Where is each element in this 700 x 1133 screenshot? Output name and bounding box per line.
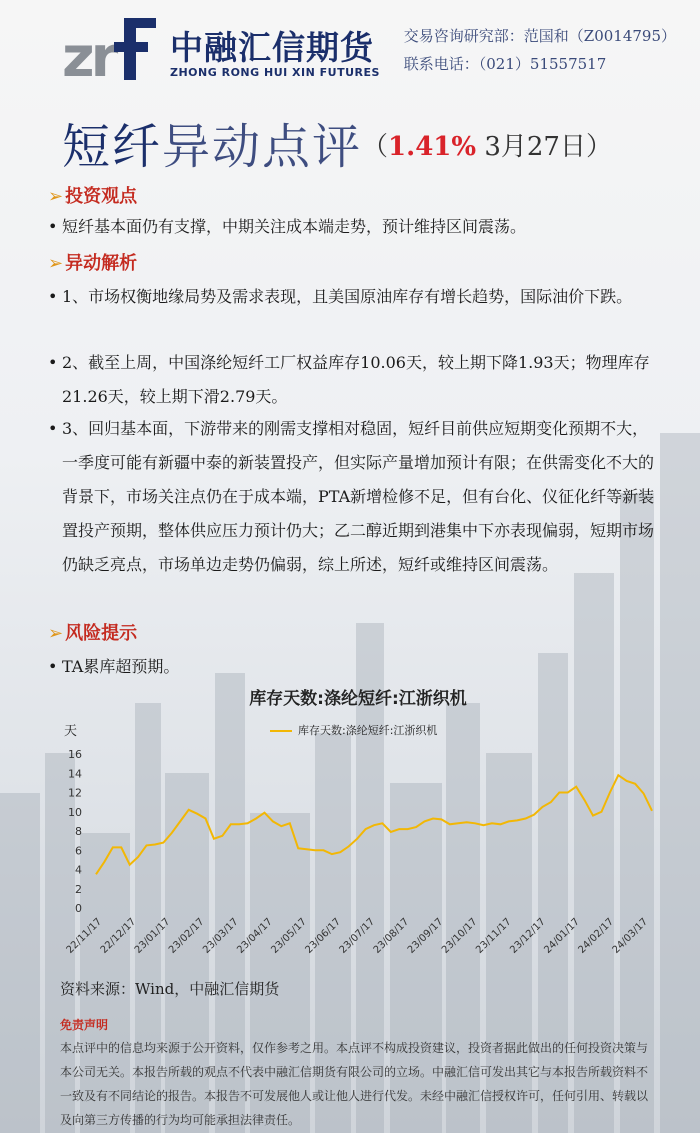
chevron-right-icon: ➢ bbox=[48, 253, 64, 274]
x-tick-label: 24/03/17 bbox=[610, 916, 651, 956]
x-tick-label: 22/12/17 bbox=[98, 916, 139, 956]
chevron-right-icon: ➢ bbox=[48, 186, 64, 207]
title-change-pct: 1.41% bbox=[388, 132, 477, 162]
view-bullet: • 短纤基本面仍有支撑，中期关注成本端走势，预计维持区间震荡。 bbox=[48, 217, 527, 236]
x-tick-label: 24/01/17 bbox=[542, 916, 582, 956]
risk-bullet: • TA累库超预期。 bbox=[48, 657, 180, 676]
logo-text-en: ZHONG RONG HUI XIN FUTURES bbox=[170, 66, 380, 79]
y-tick-label: 12 bbox=[68, 786, 82, 800]
title-date: 3月27日） bbox=[476, 132, 612, 162]
y-tick-label: 16 bbox=[68, 748, 82, 761]
disclaimer-text: 本点评中的信息均来源于公开资料，仅作参考之用。本点评不构成投资建议，投资者据此做出的任何投资决策与本公司无关。本报告所载的观点不代表中融汇信期货有限公司的立场。中融汇信可发出其它与本报告所载资料不一致及有不同结论的报告。本报告不可发展他人或让他人进行代发。未经中融汇信授权许可，任何引用、转载以及向第三方传播的行为均可能承担法律责任。 bbox=[60, 1041, 649, 1127]
series-line bbox=[96, 775, 652, 874]
x-tick-label: 23/04/17 bbox=[235, 916, 275, 956]
section-heading-view: ➢ 投资观点 bbox=[48, 186, 138, 207]
analysis-bullet-1: • 1、市场权衡地缘局势及需求表现，且美国原油库存有增长趋势，国际油价下跌。 bbox=[48, 287, 633, 306]
x-tick-label: 22/11/17 bbox=[64, 916, 105, 956]
disclaimer-title: 免责声明 bbox=[60, 1018, 109, 1032]
y-tick-label: 2 bbox=[75, 882, 82, 896]
y-tick-label: 10 bbox=[68, 805, 82, 819]
x-tick-label: 23/01/17 bbox=[132, 916, 173, 956]
data-source: 资料来源：Wind，中融汇信期货 bbox=[60, 980, 280, 998]
page-title bbox=[62, 108, 612, 177]
x-tick-label: 23/02/17 bbox=[166, 916, 207, 956]
legend-label: 库存天数:涤纶短纤:江浙织机 bbox=[298, 724, 438, 737]
chart-title: 库存天数:涤纶短纤:江浙织机 bbox=[249, 689, 467, 709]
inventory-chart bbox=[48, 680, 668, 970]
title-paren: （ bbox=[362, 132, 389, 162]
x-tick-label: 23/08/17 bbox=[371, 916, 412, 956]
y-tick-label: 6 bbox=[75, 844, 82, 858]
x-tick-label: 23/09/17 bbox=[405, 916, 446, 956]
header bbox=[0, 0, 700, 95]
section-heading-analysis: ➢ 异动解析 bbox=[48, 253, 138, 274]
y-tick-label: 4 bbox=[75, 863, 82, 877]
analysis-bullet-2: • 2、截至上周，中国涤纶短纤工厂权益库存10.06天，较上期下降1.93天；物理库存21.26天，较上期下滑2.79天。 bbox=[48, 353, 650, 406]
title-type: 异动点评 bbox=[162, 119, 363, 175]
chart-plot bbox=[48, 680, 668, 970]
x-tick-label: 23/12/17 bbox=[508, 916, 548, 956]
y-tick-label: 8 bbox=[75, 825, 82, 838]
chart-y-unit: 天 bbox=[64, 724, 78, 739]
contact-analyst: 交易咨询研究部：范国和（Z0014795） bbox=[403, 27, 676, 45]
y-tick-label: 0 bbox=[75, 902, 82, 915]
analysis-bullet-3: • 3、回归基本面，下游带来的刚需支撑相对稳固，短纤目前供应短期变化预期不大，一季度可能有新疆中泰的新装置投产，但实际产量增加预计有限；在供需变化不大的背景下，市场关注点仍在于成本端，PTA新增检修不足，但有台化、仪征化纤等新装置投产预期，整体供应压力预计仍大；乙二醇近期到港集中下亦表现偏弱，短期市场仍缺乏亮点，市场单边走势仍偏弱，综上所述，短纤或维持区间震荡。 bbox=[48, 419, 655, 574]
title-product: 短纤 bbox=[62, 119, 163, 175]
logo-text-cn: 中融汇信期货 bbox=[170, 28, 374, 67]
logo-mark-icon bbox=[62, 12, 162, 84]
x-tick-label: 23/05/17 bbox=[269, 916, 309, 956]
svg-text:zr: zr bbox=[62, 25, 115, 84]
contact-phone: 联系电话：（021）51557517 bbox=[403, 55, 607, 73]
chevron-right-icon: ➢ bbox=[48, 623, 64, 644]
x-tick-label: 23/11/17 bbox=[474, 916, 514, 956]
x-tick-label: 23/03/17 bbox=[201, 916, 241, 956]
contact-info bbox=[404, 22, 676, 78]
x-tick-label: 23/10/17 bbox=[439, 916, 480, 956]
x-tick-label: 23/06/17 bbox=[303, 916, 343, 956]
company-logo bbox=[62, 8, 380, 88]
y-tick-label: 14 bbox=[68, 767, 82, 781]
section-heading-risk: ➢ 风险提示 bbox=[48, 623, 138, 644]
x-tick-label: 24/02/17 bbox=[576, 916, 616, 956]
x-tick-label: 23/07/17 bbox=[337, 916, 378, 956]
